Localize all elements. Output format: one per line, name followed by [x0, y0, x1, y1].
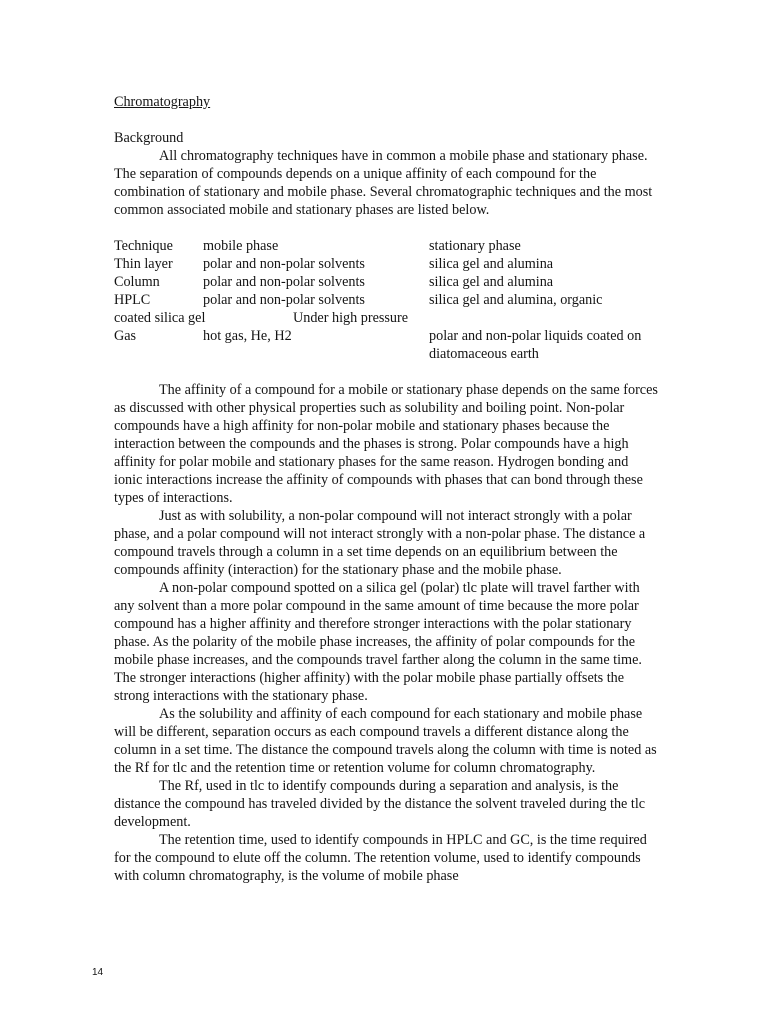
table-cell: hot gas, He, H2 — [203, 328, 292, 344]
table-cell: polar and non-polar solvents — [203, 256, 365, 272]
page-number: 14 — [92, 967, 104, 978]
table-cell: Gas — [114, 328, 137, 344]
table-header: mobile phase — [203, 238, 279, 254]
page-title: Chromatography — [114, 94, 211, 110]
table-cell: polar and non-polar solvents — [203, 292, 365, 308]
section-heading: Background — [114, 130, 184, 146]
body-paragraph: A non-polar compound spotted on a silica gel (polar) tlc plate will travel farther with any solvent than a more polar compound in the same amount of time because the more polar compound has a higher affinity and therefore stronger interactions with the polar stationary phase. As the polarity of the mobile phase increases, the affinity of polar compounds for the mobile phase increases, and the compounds travel farther along the column in the same time. The stronger interactions (higher affinity) with the polar mobile phase partially offsets the strong interactions with the stationary phase. — [114, 580, 642, 704]
document-page — [114, 93, 659, 885]
table-row — [114, 273, 659, 291]
table-cell: HPLC — [114, 292, 151, 308]
body-paragraph: As the solubility and affinity of each compound for each stationary and mobile phase will be different, separation occurs as each compound travels a different distance along the column in a set time. The distance the compound travels along the column with time is noted as the Rf for tlc and the retention time or retention volume for column chromatography. — [114, 706, 657, 776]
table-cell: coated silica gel — [114, 310, 206, 326]
table-header-row — [114, 237, 659, 255]
table-row — [114, 327, 659, 363]
table-row — [114, 255, 659, 273]
table-cell: silica gel and alumina — [429, 274, 554, 290]
table-header: Technique — [114, 238, 173, 254]
table-row-continuation — [114, 309, 659, 327]
table-cell: Under high pressure — [293, 310, 409, 326]
table-cell: silica gel and alumina, organic — [429, 292, 603, 308]
spacer — [114, 363, 659, 381]
table-header: stationary phase — [429, 238, 521, 254]
table-cell: Thin layer — [114, 256, 173, 272]
table-cell: silica gel and alumina — [429, 256, 554, 272]
table-cell: polar and non-polar solvents — [203, 274, 365, 290]
table-cell: Column — [114, 274, 160, 290]
body-paragraph: The affinity of a compound for a mobile or stationary phase depends on the same forces as discussed with other physical properties such as solubility and boiling point. Non-polar compounds have a high affinity for non-polar mobile and stationary phases because the interaction between the compounds and the phases is strong. Polar compounds have a high affinity for polar mobile and stationary phases for the same reason. Hydrogen bonding and ionic interactions increase the affinity of compounds with phases that can bond through these types of interactions. — [114, 382, 658, 506]
table-cell: polar and non-polar liquids coated on diatomaceous earth — [429, 328, 642, 362]
body-paragraph: Just as with solubility, a non-polar compound will not interact strongly with a polar phase, and a polar compound will not interact strongly with a non-polar phase. The distance a compound travels through a column in a set time depends on an equilibrium between the compounds affinity (interaction) for the stationary phase and the mobile phase. — [114, 508, 646, 578]
phases-table — [114, 237, 659, 363]
intro-paragraph: All chromatography techniques have in common a mobile phase and stationary phase. The separation of compounds depends on a unique affinity of each compound for the combination of stationary and mobile phase. Several chromatographic techniques and the most common associated mobile and stationary phases are listed below. — [114, 148, 653, 218]
body-paragraph: The retention time, used to identify compounds in HPLC and GC, is the time required for the compound to elute off the column. The retention volume, used to identify compounds with column chromatography, is the volume of mobile phase — [114, 832, 647, 884]
table-row — [114, 291, 659, 309]
spacer — [114, 219, 659, 237]
body-paragraph: The Rf, used in tlc to identify compounds during a separation and analysis, is the distance the compound has traveled divided by the distance the solvent traveled during the tlc development. — [114, 778, 646, 830]
